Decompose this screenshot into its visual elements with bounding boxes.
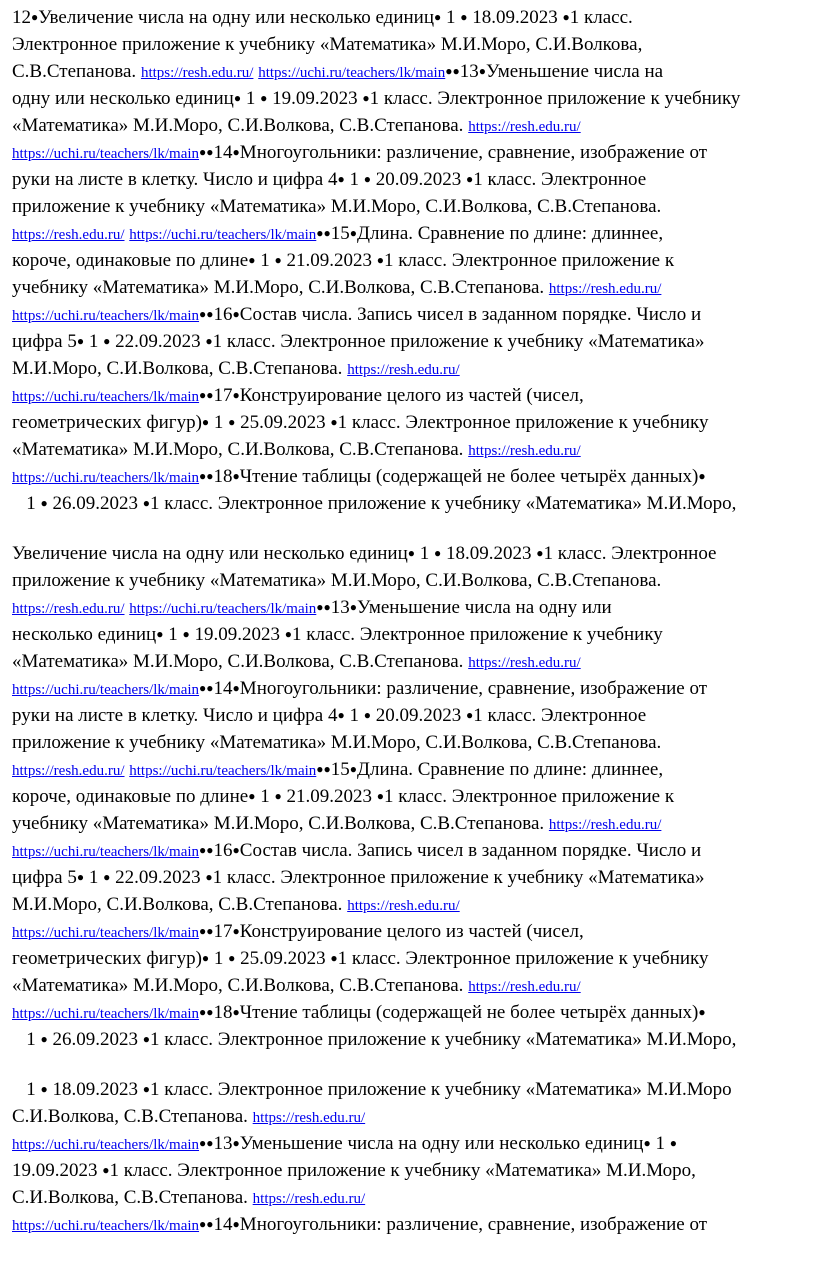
bullet-icon: ● [199, 1005, 207, 1019]
text-run: 18.09.2023 [441, 543, 537, 564]
bullet-icon: ● [445, 64, 453, 78]
bullet-icon: ● [76, 870, 85, 884]
bullet-icon: ● [206, 145, 214, 159]
bullet-icon: ● [562, 10, 570, 24]
hyperlink[interactable]: https://uchi.ru/teachers/lk/main [12, 1218, 200, 1234]
text-run: 1 класс. Электронное приложение к учебнику «Математика» М.И.Моро, [150, 1029, 737, 1050]
text-run: 21.09.2023 [281, 786, 377, 807]
bullet-icon: ● [40, 1082, 48, 1096]
bullet-icon: ● [182, 627, 190, 641]
text-block [12, 540, 816, 1053]
text-line [12, 729, 816, 756]
text-run: 12 [12, 7, 31, 28]
text-run: Увеличение числа на одну или несколько единиц [12, 543, 408, 564]
bullet-icon: ● [434, 546, 442, 560]
text-run: 1 [12, 493, 41, 514]
text-line [12, 139, 816, 166]
text-run: 20.09.2023 [370, 705, 466, 726]
hyperlink[interactable]: https://resh.edu.ru/ [252, 1191, 366, 1207]
text-run: 15 [330, 223, 350, 244]
text-run: 26.09.2023 [47, 493, 143, 514]
text-run: цифра 5 [12, 867, 77, 888]
text-run: 1 [255, 250, 275, 271]
hyperlink[interactable]: https://resh.edu.ru/ [468, 443, 581, 459]
bullet-icon: ● [206, 681, 214, 695]
text-line [12, 247, 816, 274]
text-line [12, 31, 816, 58]
bullet-icon: ● [199, 681, 207, 695]
text-line [12, 621, 816, 648]
bullet-icon: ● [323, 600, 331, 614]
text-run: 1 [84, 331, 104, 352]
text-run: 19.09.2023 [12, 1160, 103, 1181]
bullet-icon: ● [201, 951, 210, 965]
bullet-icon: ● [233, 91, 242, 105]
block-gap [12, 517, 816, 540]
hyperlink[interactable]: https://resh.edu.ru/ [12, 763, 125, 779]
text-line [12, 1157, 816, 1184]
text-line [12, 810, 816, 837]
text-line [12, 675, 816, 702]
bullet-icon: ● [232, 681, 240, 695]
bullet-icon: ● [206, 469, 214, 483]
text-run: 1 класс. [569, 7, 633, 28]
text-run: С.И.Волкова, С.В.Степанова. [12, 1106, 253, 1127]
text-run: несколько единиц [12, 624, 157, 645]
text-run: 1 класс. Электронное [543, 543, 717, 564]
text-run: 14 [213, 142, 233, 163]
bullet-icon: ● [206, 924, 214, 938]
bullet-icon: ● [103, 870, 111, 884]
hyperlink[interactable]: https://uchi.ru/teachers/lk/main [12, 308, 200, 324]
hyperlink[interactable]: https://uchi.ru/teachers/lk/main [129, 601, 317, 617]
bullet-icon: ● [323, 762, 331, 776]
text-run: 1 класс. Электронное приложение к учебнику «Математика» [212, 867, 705, 888]
text-line [12, 567, 816, 594]
bullet-icon: ● [643, 1136, 651, 1150]
text-run: 18 [213, 466, 233, 487]
text-run: 1 [12, 1079, 41, 1100]
text-run: М.И.Моро, С.И.Волкова, С.В.Степанова. [12, 358, 348, 379]
hyperlink[interactable]: https://resh.edu.ru/ [548, 281, 662, 297]
hyperlink[interactable]: https://resh.edu.ru/ [252, 1110, 366, 1126]
bullet-icon: ● [698, 469, 706, 483]
bullet-icon: ● [478, 64, 486, 78]
text-run: 15 [330, 759, 350, 780]
bullet-icon: ● [337, 172, 345, 186]
hyperlink[interactable]: https://uchi.ru/teachers/lk/main [12, 1006, 200, 1022]
bullet-icon: ● [698, 1005, 706, 1019]
text-run: 1 [441, 7, 461, 28]
bullet-icon: ● [201, 415, 210, 429]
text-run: Уменьшение числа на одну или несколько единиц [239, 1133, 644, 1154]
bullet-icon: ● [232, 1005, 240, 1019]
hyperlink[interactable]: https://uchi.ru/teachers/lk/main [12, 925, 200, 941]
text-run: 18 [213, 1002, 233, 1023]
hyperlink[interactable]: https://resh.edu.ru/ [140, 65, 254, 81]
bullet-icon: ● [248, 253, 256, 267]
text-run: руки на листе в клетку. Число и цифра 4 [12, 169, 338, 190]
text-run: 19.09.2023 [189, 624, 285, 645]
bullet-icon: ● [102, 1163, 110, 1177]
text-line [12, 756, 816, 783]
bullet-icon: ● [142, 496, 150, 510]
bullet-icon: ● [330, 951, 338, 965]
text-line [12, 85, 816, 112]
bullet-icon: ● [232, 145, 240, 159]
text-run: 18.09.2023 [467, 7, 563, 28]
text-run: «Математика» М.И.Моро, С.И.Волкова, С.В.Степанова. [12, 975, 469, 996]
text-run: короче, одинаковые по длине [12, 786, 249, 807]
bullet-icon: ● [205, 334, 213, 348]
bullet-icon: ● [206, 1005, 214, 1019]
bullet-icon: ● [199, 843, 207, 857]
text-run: 21.09.2023 [281, 250, 377, 271]
text-run: 25.09.2023 [235, 948, 331, 969]
hyperlink[interactable]: https://resh.edu.ru/ [468, 979, 581, 995]
text-line [12, 918, 816, 945]
text-run: «Математика» М.И.Моро, С.И.Волкова, С.В.Степанова. [12, 115, 469, 136]
text-run: 1 класс. Электронное [473, 705, 647, 726]
bullet-icon: ● [536, 546, 544, 560]
text-run: Многоугольники: различение, сравнение, изображение от [239, 1214, 708, 1235]
text-run: 1 класс. Электронное [473, 169, 647, 190]
text-run: короче, одинаковые по длине [12, 250, 249, 271]
text-line [12, 540, 816, 567]
text-run: 1 класс. Электронное приложение к учебнику «Математика» М.И.Моро [150, 1079, 732, 1100]
text-run: геометрических фигур) [12, 412, 202, 433]
text-run: Чтение таблицы (содержащей не более четырёх данных) [239, 1002, 699, 1023]
text-run: 1 [84, 867, 104, 888]
text-line [12, 436, 816, 463]
text-line [12, 220, 816, 247]
text-run: Многоугольники: различение, сравнение, изображение от [239, 142, 708, 163]
hyperlink[interactable]: https://uchi.ru/teachers/lk/main [258, 65, 446, 81]
text-run: 1 [12, 1029, 41, 1050]
bullet-icon: ● [274, 253, 282, 267]
bullet-icon: ● [460, 10, 468, 24]
text-line [12, 58, 816, 85]
text-line [12, 355, 816, 382]
hyperlink[interactable]: https://uchi.ru/teachers/lk/main [12, 1137, 200, 1153]
hyperlink[interactable]: https://uchi.ru/teachers/lk/main [12, 682, 200, 698]
text-block [12, 4, 816, 517]
hyperlink[interactable]: https://uchi.ru/teachers/lk/main [12, 146, 200, 162]
bullet-icon: ● [465, 708, 474, 722]
hyperlink[interactable]: https://uchi.ru/teachers/lk/main [12, 389, 200, 405]
text-line [12, 648, 816, 675]
text-line [12, 1130, 816, 1157]
bullet-icon: ● [206, 307, 214, 321]
text-line [12, 864, 816, 891]
bullet-icon: ● [337, 708, 345, 722]
text-line [12, 193, 816, 220]
text-run: 1 [344, 705, 364, 726]
text-run: 1 класс. Электронное приложение к [383, 250, 675, 271]
text-run: 1 класс. Электронное приложение к учебнику «Математика» М.И.Моро, [109, 1160, 696, 1181]
bullet-icon: ● [156, 627, 164, 641]
bullet-icon: ● [316, 600, 324, 614]
text-run: 1 [209, 948, 229, 969]
text-run: 14 [213, 678, 233, 699]
text-run: 17 [213, 921, 233, 942]
text-line [12, 166, 816, 193]
bullet-icon: ● [205, 870, 213, 884]
text-run: 26.09.2023 [47, 1029, 143, 1050]
text-line [12, 783, 816, 810]
hyperlink[interactable]: https://resh.edu.ru/ [12, 601, 125, 617]
text-run: 13 [459, 61, 479, 82]
text-line [12, 4, 816, 31]
bullet-icon: ● [228, 415, 236, 429]
text-run: «Математика» М.И.Моро, С.И.Волкова, С.В.Степанова. [12, 651, 469, 672]
bullet-icon: ● [40, 496, 48, 510]
text-line [12, 1026, 816, 1053]
text-line [12, 594, 816, 621]
bullet-icon: ● [199, 388, 207, 402]
text-run: приложение к учебнику «Математика» М.И.Моро, С.И.Волкова, С.В.Степанова. [12, 196, 662, 217]
text-run: Состав числа. Запись чисел в заданном порядке. Число и [239, 840, 702, 861]
text-run: 1 [344, 169, 364, 190]
bullet-icon: ● [232, 469, 240, 483]
text-run: 16 [213, 304, 233, 325]
text-run: Многоугольники: различение, сравнение, изображение от [239, 678, 708, 699]
bullet-icon: ● [465, 172, 474, 186]
text-run: 13 [330, 597, 350, 618]
text-line [12, 1103, 816, 1130]
bullet-icon: ● [199, 1136, 207, 1150]
bullet-icon: ● [232, 388, 240, 402]
bullet-icon: ● [142, 1032, 150, 1046]
text-run: 1 [241, 88, 261, 109]
text-run: 13 [213, 1133, 233, 1154]
text-run: Уменьшение числа на одну или [357, 597, 612, 618]
text-run: С.И.Волкова, С.В.Степанова. [12, 1187, 253, 1208]
text-run: Конструирование целого из частей (чисел, [239, 921, 584, 942]
text-run: 1 класс. Электронное приложение к учебнику [369, 88, 741, 109]
text-run: 16 [213, 840, 233, 861]
text-run: 1 [650, 1133, 670, 1154]
text-run: одну или несколько единиц [12, 88, 234, 109]
bullet-icon: ● [232, 1136, 240, 1150]
bullet-icon: ● [363, 708, 371, 722]
bullet-icon: ● [349, 226, 358, 240]
text-run: 1 [163, 624, 183, 645]
text-run: Конструирование целого из частей (чисел, [239, 385, 584, 406]
bullet-icon: ● [40, 1032, 48, 1046]
bullet-icon: ● [260, 91, 268, 105]
hyperlink[interactable]: https://resh.edu.ru/ [548, 817, 662, 833]
text-run: геометрических фигур) [12, 948, 202, 969]
text-run: С.В.Степанова. [12, 61, 141, 82]
text-run: Электронное приложение к учебнику «Математика» М.И.Моро, С.И.Волкова, [12, 34, 643, 55]
text-run: цифра 5 [12, 331, 77, 352]
bullet-icon: ● [199, 924, 207, 938]
bullet-icon: ● [407, 546, 415, 560]
bullet-icon: ● [376, 253, 384, 267]
bullet-icon: ● [434, 10, 442, 24]
bullet-icon: ● [228, 951, 236, 965]
hyperlink[interactable]: https://resh.edu.ru/ [468, 119, 581, 135]
text-line [12, 972, 816, 999]
text-run: Длина. Сравнение по длине: длиннее, [357, 223, 664, 244]
text-run: 20.09.2023 [370, 169, 466, 190]
bullet-icon: ● [206, 1217, 214, 1231]
hyperlink[interactable]: https://uchi.ru/teachers/lk/main [129, 763, 317, 779]
text-run: 1 класс. Электронное приложение к [383, 786, 675, 807]
bullet-icon: ● [669, 1136, 677, 1150]
text-run: М.И.Моро, С.И.Волкова, С.В.Степанова. [12, 894, 348, 915]
bullet-icon: ● [232, 924, 240, 938]
text-line [12, 409, 816, 436]
text-line [12, 301, 816, 328]
text-run: Уменьшение числа на [485, 61, 664, 82]
text-run: 1 класс. Электронное приложение к учебнику [337, 412, 709, 433]
text-run: 1 [255, 786, 275, 807]
hyperlink[interactable]: https://uchi.ru/teachers/lk/main [12, 844, 200, 860]
text-line [12, 945, 816, 972]
bullet-icon: ● [206, 843, 214, 857]
text-line [12, 1211, 816, 1238]
bullet-icon: ● [349, 762, 358, 776]
bullet-icon: ● [206, 388, 214, 402]
text-run: «Математика» М.И.Моро, С.И.Волкова, С.В.Степанова. [12, 439, 469, 460]
text-line [12, 1184, 816, 1211]
text-line [12, 999, 816, 1026]
text-run: руки на листе в клетку. Число и цифра 4 [12, 705, 338, 726]
text-line [12, 274, 816, 301]
text-block [12, 1076, 816, 1238]
text-run: учебнику «Математика» М.И.Моро, С.И.Волкова, С.В.Степанова. [12, 813, 549, 834]
hyperlink[interactable]: https://resh.edu.ru/ [12, 227, 125, 243]
text-run: Чтение таблицы (содержащей не более четырёх данных) [239, 466, 699, 487]
bullet-icon: ● [323, 226, 331, 240]
bullet-icon: ● [316, 226, 324, 240]
bullet-icon: ● [199, 145, 207, 159]
bullet-icon: ● [142, 1082, 150, 1096]
text-run: Увеличение числа на одну или несколько единиц [38, 7, 434, 28]
text-run: 17 [213, 385, 233, 406]
text-run: 25.09.2023 [235, 412, 331, 433]
hyperlink[interactable]: https://uchi.ru/teachers/lk/main [129, 227, 317, 243]
bullet-icon: ● [206, 1136, 214, 1150]
bullet-icon: ● [284, 627, 292, 641]
bullet-icon: ● [103, 334, 111, 348]
bullet-icon: ● [199, 1217, 207, 1231]
text-run: 22.09.2023 [110, 867, 206, 888]
text-run: 19.09.2023 [267, 88, 363, 109]
bullet-icon: ● [363, 172, 371, 186]
text-line [12, 328, 816, 355]
bullet-icon: ● [199, 307, 207, 321]
bullet-icon: ● [31, 10, 39, 24]
hyperlink[interactable]: https://resh.edu.ru/ [347, 898, 460, 914]
text-run: 22.09.2023 [110, 331, 206, 352]
hyperlink[interactable]: https://resh.edu.ru/ [347, 362, 460, 378]
text-line [12, 463, 816, 490]
bullet-icon: ● [376, 789, 384, 803]
block-gap [12, 1053, 816, 1076]
text-run: 1 [415, 543, 434, 564]
text-run: 1 класс. Электронное приложение к учебнику «Математика» М.И.Моро, [150, 493, 737, 514]
text-line [12, 112, 816, 139]
text-run: учебнику «Математика» М.И.Моро, С.И.Волкова, С.В.Степанова. [12, 277, 549, 298]
bullet-icon: ● [232, 307, 240, 321]
bullet-icon: ● [199, 469, 207, 483]
text-run: 1 класс. Электронное приложение к учебнику [291, 624, 663, 645]
text-run: приложение к учебнику «Математика» М.И.Моро, С.И.Волкова, С.В.Степанова. [12, 732, 662, 753]
text-run: приложение к учебнику «Математика» М.И.Моро, С.И.Волкова, С.В.Степанова. [12, 570, 662, 591]
text-line [12, 490, 816, 517]
text-line [12, 1076, 816, 1103]
text-run: 14 [213, 1214, 233, 1235]
bullet-icon: ● [330, 415, 338, 429]
bullet-icon: ● [232, 843, 240, 857]
bullet-icon: ● [274, 789, 282, 803]
bullet-icon: ● [362, 91, 370, 105]
text-run: Длина. Сравнение по длине: длиннее, [357, 759, 664, 780]
text-run: 1 класс. Электронное приложение к учебнику «Математика» [212, 331, 705, 352]
text-line [12, 382, 816, 409]
hyperlink[interactable]: https://uchi.ru/teachers/lk/main [12, 470, 200, 486]
text-run: Состав числа. Запись чисел в заданном порядке. Число и [239, 304, 702, 325]
bullet-icon: ● [248, 789, 256, 803]
text-line [12, 702, 816, 729]
hyperlink[interactable]: https://resh.edu.ru/ [468, 655, 581, 671]
text-line [12, 891, 816, 918]
bullet-icon: ● [232, 1217, 240, 1231]
text-run: 1 класс. Электронное приложение к учебнику [337, 948, 709, 969]
text-line [12, 837, 816, 864]
bullet-icon: ● [452, 64, 460, 78]
bullet-icon: ● [349, 600, 358, 614]
text-run: 1 [209, 412, 229, 433]
text-run: 18.09.2023 [47, 1079, 143, 1100]
bullet-icon: ● [76, 334, 85, 348]
bullet-icon: ● [316, 762, 324, 776]
